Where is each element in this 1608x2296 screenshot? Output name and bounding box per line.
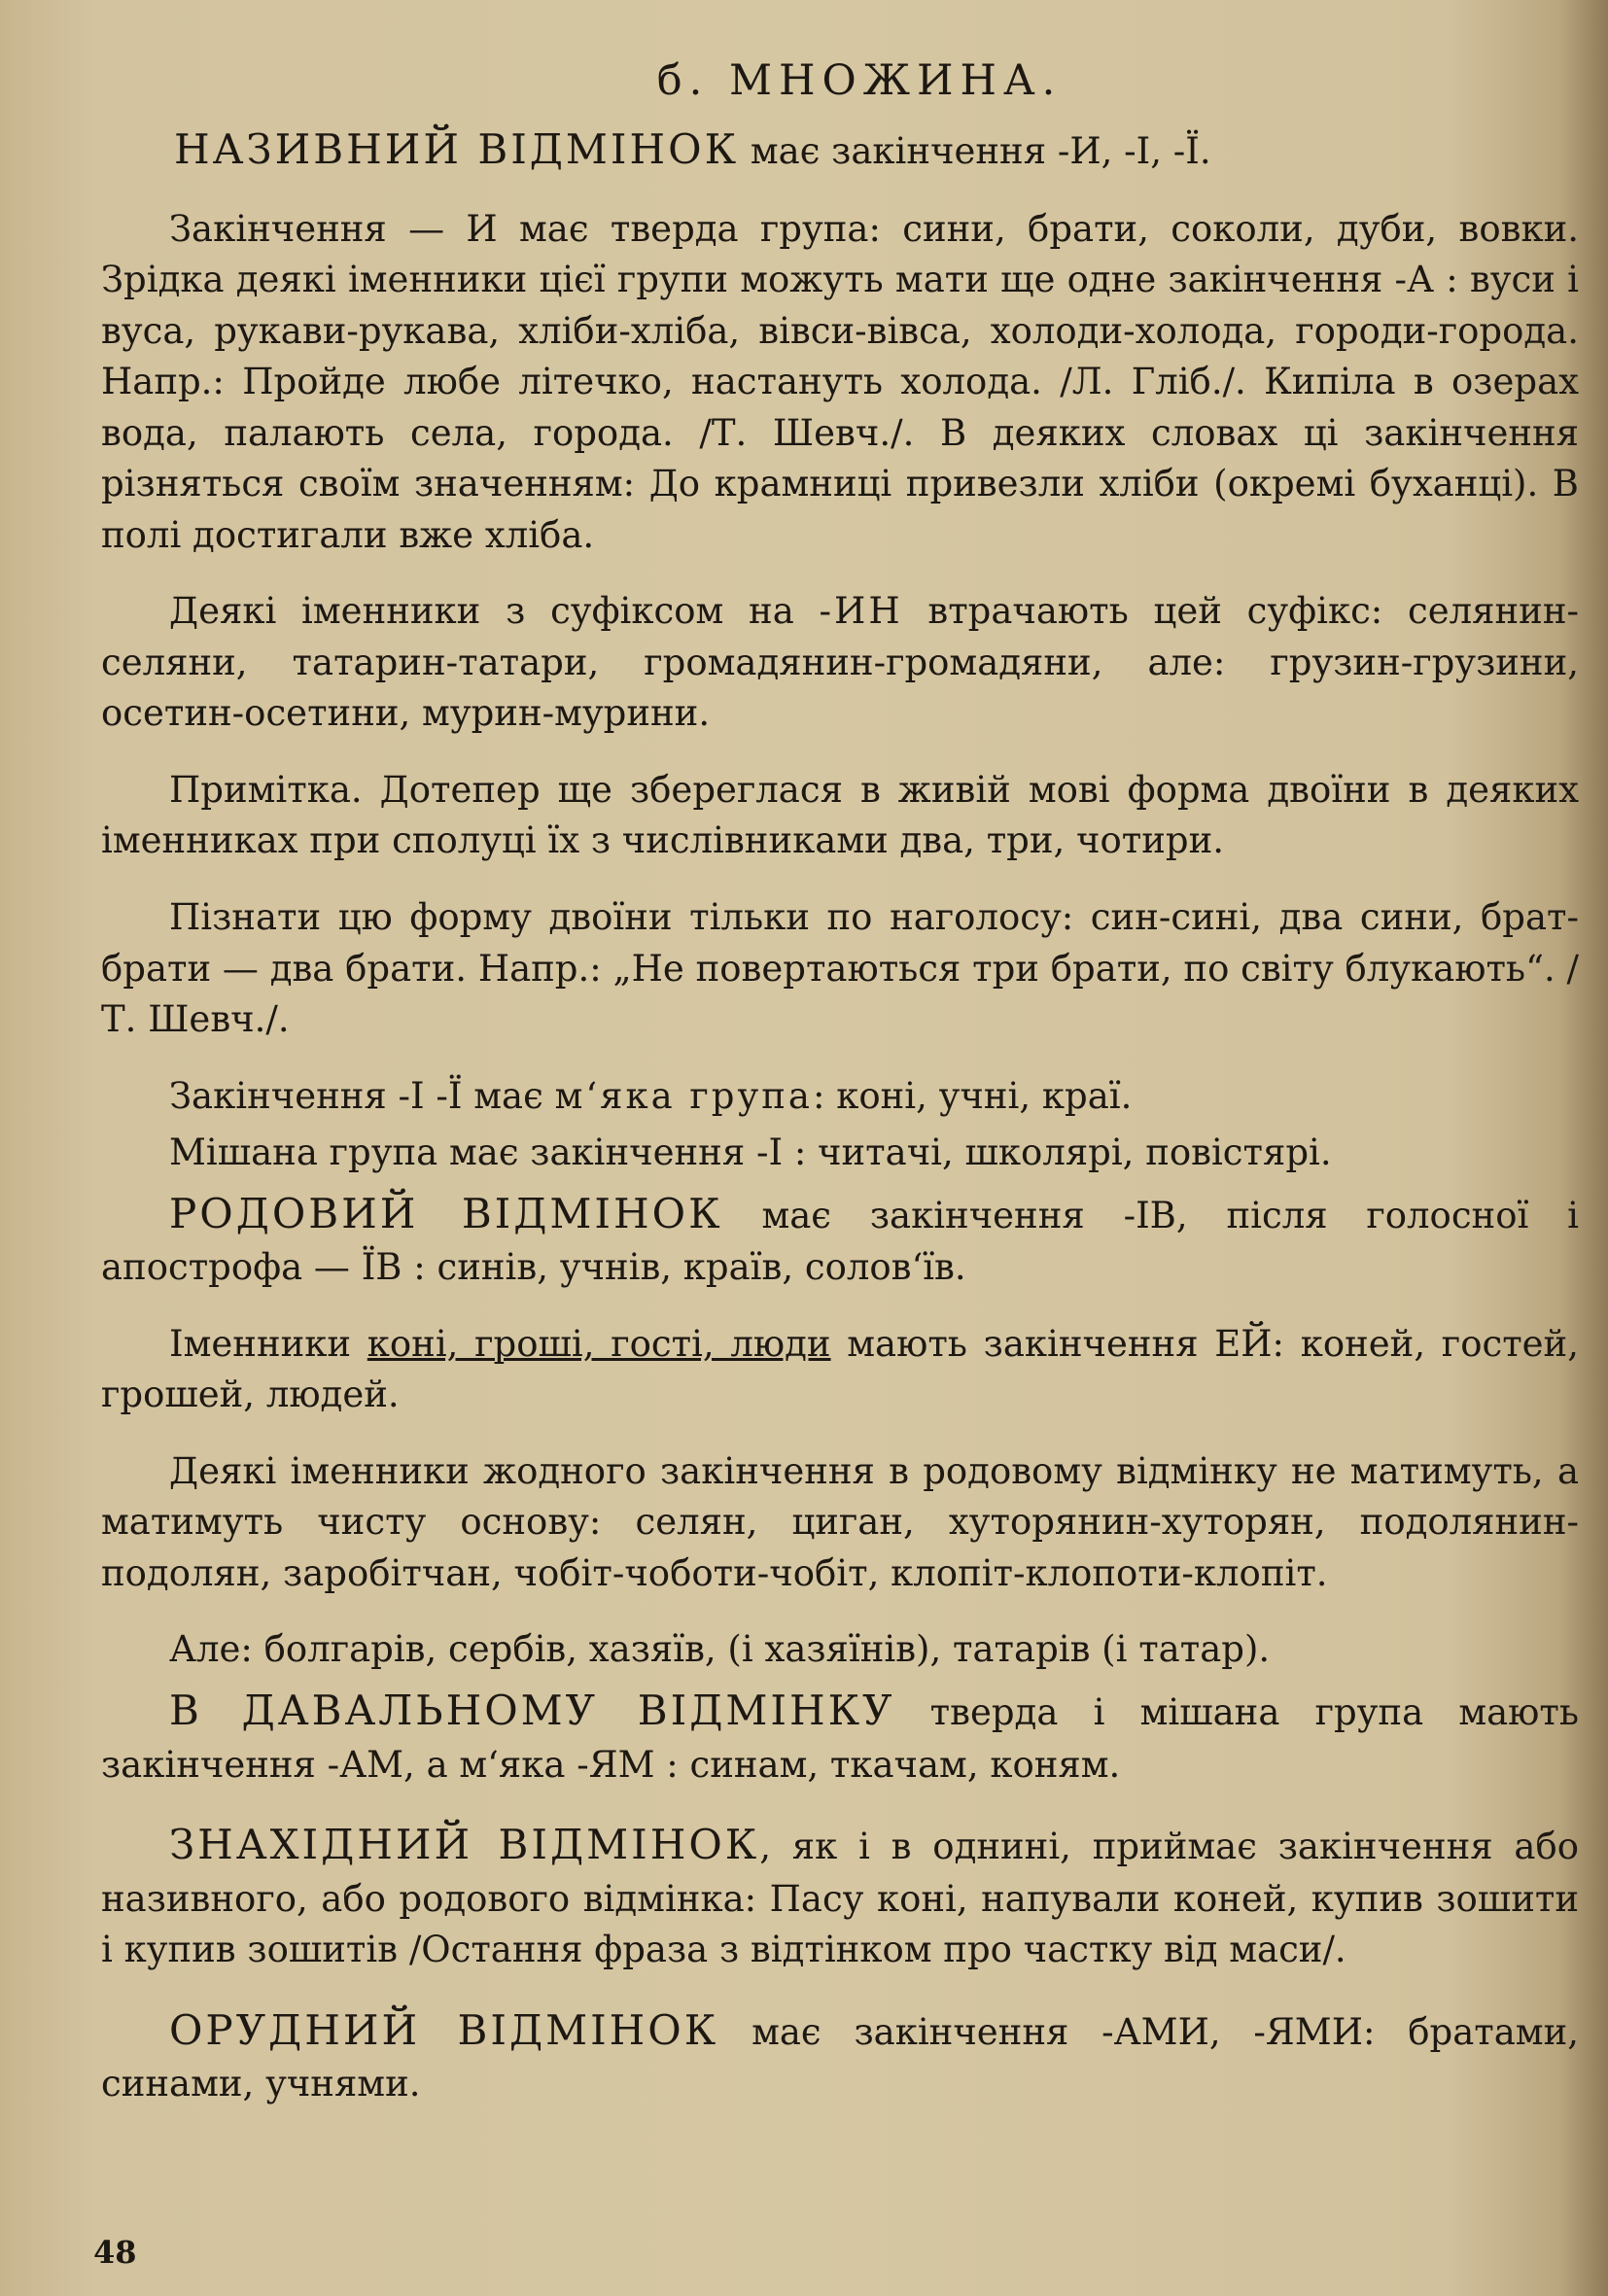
case-term-accusative: ЗНАХІДНИЙ ВІДМІНОК — [169, 1821, 760, 1869]
paragraph-no-ending: Деякі іменники жодного закінчення в родовому відмінку не матимуть, а матимуть чисту основу: селян, циган, хуторянин-хуторян, подолянин-подолян, заробітчан, чобіт-чоботи-чобіт, клопіт-клопоти-клопіт. — [101, 1449, 1579, 1594]
paragraph-text: має закінчення -И, -І, -Ї. — [739, 130, 1211, 172]
paragraph-text: Іменники — [169, 1322, 367, 1365]
paragraph-text: , як і в однині, приймає закінчення або називного, або родового відмінка: Пасу коні, напували коней, купив зошити і купив зошитів /Остання фраза з відтінком про частку від маси/. — [101, 1826, 1580, 1971]
paragraph-mixed-group: Мішана група має закінчення -І : читачі, школярі, повістярі. — [169, 1131, 1332, 1174]
paragraph-soft-group — [101, 1071, 1579, 1123]
paragraph-note: Примітка. Дотепер ще збереглася в живій мові форма двоїни в деяких іменниках при сполуці їх з числівниками два, три, чотири. — [101, 768, 1579, 862]
paragraph-text: має закінчення -ІВ, після голосної і апострофа — ЇВ : синів, учнів, країв, солов‘їв. — [101, 1194, 1579, 1289]
paragraph-text: має закінчення -АМИ, -ЯМИ: братами, синами, учнями. — [101, 2010, 1579, 2105]
paragraph-instrumental — [101, 2001, 1579, 2110]
paragraph-text: мають закінчення ЕЙ: коней, гостей, грошей, людей. — [101, 1322, 1579, 1416]
paragraph-ey-ending — [101, 1319, 1579, 1421]
underlined-words: коні, гроші, гості, люди — [367, 1322, 831, 1365]
case-term-instrumental: ОРУДНИЙ ВІДМІНОК — [169, 2005, 719, 2054]
page-number: 48 — [93, 2234, 137, 2271]
group-term: м‘яка група — [554, 1074, 813, 1117]
paragraph-text: : коні, учні, краї. — [812, 1074, 1133, 1117]
paragraph-dual: Пізнати цю форму двоїни тільки по наголосу: син-сині, два сини, брат-брати — два брати. Напр.: „Не повертаються три брати, по світу блукають“. /Т. Шевч./. — [101, 896, 1579, 1041]
case-term-dative: В ДАВАЛЬНОМУ ВІДМІНКУ — [169, 1687, 895, 1734]
paragraph-text: Деякі іменники з суфіксом на — [169, 590, 820, 633]
paragraph-nominative — [101, 121, 1579, 179]
paragraph-text: Закінчення -І -Ї має — [169, 1074, 555, 1117]
case-term-genitive: РОДОВИЙ ВІДМІНОК — [169, 1189, 723, 1237]
case-term-nominative: НАЗИВНИЙ ВІДМІНОК — [174, 125, 740, 173]
section-heading: б. МНОЖИНА. — [656, 56, 1063, 105]
paragraph-hard-group: Закінчення — И має тверда група: сини, брати, соколи, дуби, вовки. Зрідка деякі іменники цієї групи можуть мати ще одне закінчення -А : вуси і вуса, рукави-рукава, хліби-хліба, вівси-вівса, холоди-холода, городи-города. Напр.: Пройде любе літечко, настануть холода. /Л. Гліб./. Кипіла в озерах вода, палають села, города. /Т. Шевч./. В деяких словах ці закінчення різняться своїм значенням: До крамниці привезли хліби (окремі буханці). В полі достигали вже хліба. — [101, 207, 1579, 556]
paragraph-exceptions: Але: болгарів, сербів, хазяїв, (і хазяїнів), татарів (і татар). — [169, 1628, 1271, 1671]
paragraph-genitive — [101, 1185, 1579, 1294]
paragraph-suffix — [101, 586, 1579, 740]
paragraph-text: втрачають цей суфікс: селянин-селяни, татарин-татари, громадянин-громадяни, але: грузин-грузини, осетин-осетини, мурин-мурини. — [101, 590, 1579, 735]
suffix-term: -ИН — [819, 590, 903, 633]
paragraph-text: тверда і мішана група мають закінчення -АМ, а м‘яка -ЯМ : синам, ткачам, коням. — [101, 1691, 1579, 1786]
page-content — [101, 56, 1579, 2136]
paragraph-accusative — [101, 1816, 1579, 1976]
paragraph-dative — [101, 1682, 1579, 1791]
